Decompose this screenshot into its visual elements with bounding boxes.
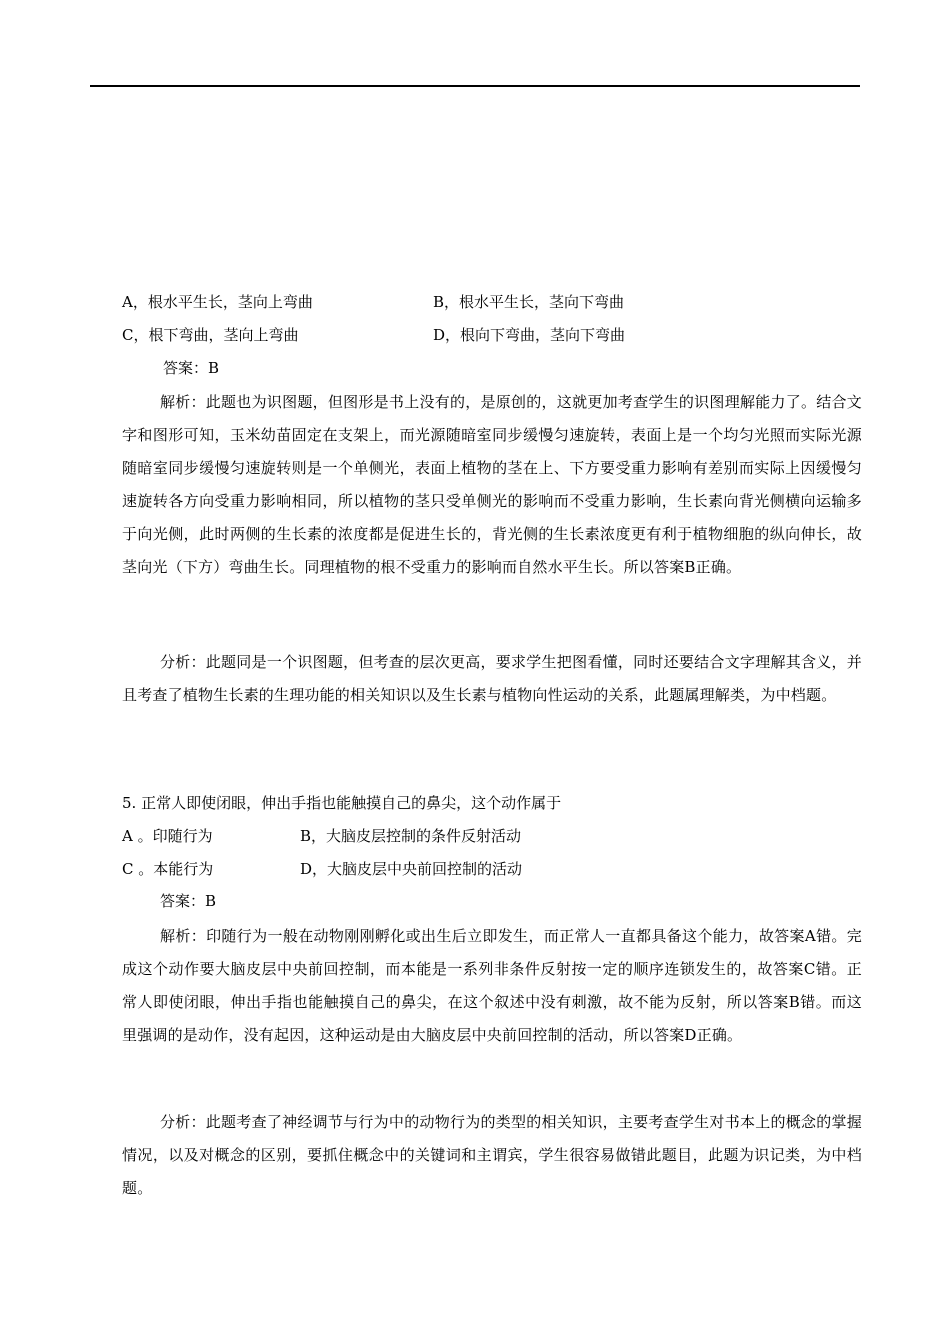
q5-analysis: 分析：此题考查了神经调节与行为中的动物行为的类型的相关知识，主要考查学生对书本上的概念的掌握情况，以及对概念的区别，要抓住概念中的关键词和主谓宾，学生很容易做错此题目，此题为识记类，为中档题。 [122, 1113, 862, 1197]
q5-explanation: 解析：印随行为一般在动物刚刚孵化或出生后立即发生，而正常人一直都具备这个能力，故答案A错。完成这个动作要大脑皮层中央前回控制，而本能是一系列非条件反射按一定的顺序连锁发生的，故答案C错。正常人即使闭眼，伸出手指也能触摸自己的鼻尖，在这个叙述中没有刺激，故不能为反射，所以答案B错。而这里强调的是动作，没有起因，这种运动是由大脑皮层中央前回控制的活动，所以答案D正确。 [122, 927, 862, 1044]
q4-option-a: A，根水平生长，茎向上弯曲 [122, 293, 313, 311]
q4-explanation: 解析：此题也为识图题，但图形是书上没有的，是原创的，这就更加考查学生的识图理解能力了。结合文字和图形可知，玉米幼苗固定在支架上，而光源随暗室同步缓慢匀速旋转，表面上是一个均匀光照而实际光源随暗室同步缓慢匀速旋转则是一个单侧光，表面上植物的茎在上、下方要受重力影响有差别而实际上因缓慢匀速旋转各方向受重力影响相同，所以植物的茎只受单侧光的影响而不受重力影响，生长素向背光侧横向运输多于向光侧，此时两侧的生长素的浓度都是促进生长的，背光侧的生长素浓度更有利于植物细胞的纵向伸长，故茎向光（下方）弯曲生长。同理植物的根不受重力的影响而自然水平生长。所以答案B正确。 [122, 393, 862, 576]
q4-option-b: B，根水平生长，茎向下弯曲 [433, 293, 625, 311]
q5-option-b: B，大脑皮层控制的条件反射活动 [300, 827, 522, 845]
q5-option-c: C 。本能行为 [122, 860, 214, 878]
q4-analysis: 分析：此题同是一个识图题，但考查的层次更高，要求学生把图看懂，同时还要结合文字理解其含义，并且考查了植物生长素的生理功能的相关知识以及生长素与植物向性运动的关系，此题属理解类，为中档题。 [122, 653, 862, 704]
q4-option-c: C，根下弯曲，茎向上弯曲 [122, 326, 299, 344]
q5-option-d: D，大脑皮层中央前回控制的活动 [300, 860, 523, 878]
q5-answer: 答案：B [160, 892, 217, 910]
q4-option-d: D，根向下弯曲，茎向下弯曲 [433, 326, 626, 344]
q5-stem: 5. 正常人即使闭眼，伸出手指也能触摸自己的鼻尖，这个动作属于 [122, 794, 562, 812]
q4-answer: 答案：B [163, 359, 220, 377]
q5-option-a: A 。印随行为 [122, 827, 213, 845]
header-rule [90, 85, 860, 87]
